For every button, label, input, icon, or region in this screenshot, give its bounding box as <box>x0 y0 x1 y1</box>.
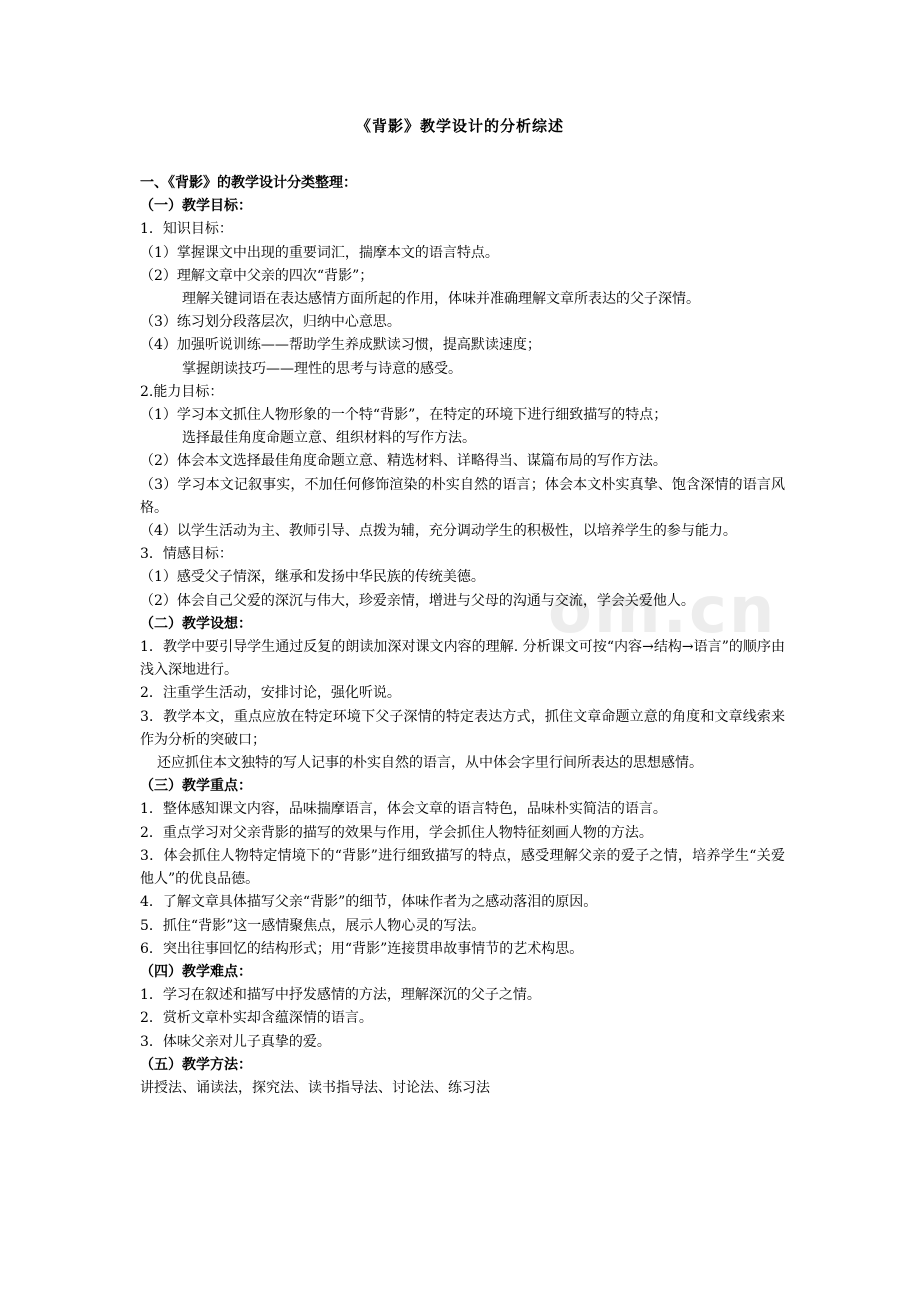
text-line: 1．整体感知课文内容，品味揣摩语言，体会文章的语言特色，品味朴实简洁的语言。 <box>140 801 667 818</box>
text-line: 6．突出往事回忆的结构形式；用“背影”连接贯串故事情节的艺术构思。 <box>140 940 584 957</box>
text-line: 1．学习在叙述和描写中抒发感情的方法，理解深沉的父子之情。 <box>140 987 541 1004</box>
text-line: 掌握朗读技巧——理性的思考与诗意的感受。 <box>182 360 462 377</box>
text-line: 3．情感目标： <box>140 546 233 563</box>
text-line: 讲授法、诵读法，探究法、读书指导法、讨论法、练习法 <box>140 1079 490 1096</box>
text-line: 3．体味父亲对儿子真挚的爱。 <box>140 1033 331 1050</box>
document-title: 《背影》教学设计的分析综述 <box>355 117 564 135</box>
section-heading: （二）教学设想： <box>140 615 252 632</box>
text-line: （3）练习划分段落层次，归纳中心意思。 <box>140 314 401 331</box>
text-line: 2．赏析文章朴实却含蕴深情的语言。 <box>140 1010 373 1027</box>
text-line: （2）体会本文选择最佳角度命题立意、精选材料、详略得当、谋篇布局的写作方法。 <box>140 453 667 470</box>
text-line: （1）感受父子情深，继承和发扬中华民族的传统美德。 <box>140 569 485 586</box>
text-line: 2．重点学习对父亲背影的描写的效果与作用，学会抓住人物特征刻画人物的方法。 <box>140 824 653 841</box>
text-line: 3．教学本文，重点应放在特定环境下父子深情的特定表达方式，抓住文章命题立意的角度和文章线索来作为分析的突破口； <box>140 708 785 748</box>
text-line: 1．教学中要引导学生通过反复的朗读加深对课文内容的理解. 分析课文可按“内容→结构→语言”的顺序由浅入深地进行。 <box>140 639 785 679</box>
section-heading: （一）教学目标： <box>140 198 252 215</box>
text-line: 3．体会抓住人物特定情境下的“背影”进行细致描写的特点，感受理解父亲的爱子之情，培养学生“关爱他人”的优良品德。 <box>140 847 785 888</box>
text-line: （4）以学生活动为主、教师引导、点拨为辅，充分调动学生的积极性，以培养学生的参与能力。 <box>140 523 737 540</box>
text-line: （3）学习本文记叙事实，不加任何修饰渲染的朴实自然的语言；体会本文朴实真挚、饱含深情的语言风格。 <box>140 476 785 516</box>
section-heading: 一、《背影》的教学设计分类整理： <box>140 175 357 191</box>
text-line: 选择最佳角度命题立意、组织材料的写作方法。 <box>182 430 476 447</box>
text-line: （2）理解文章中父亲的四次“背影”； <box>140 267 374 284</box>
text-line: （1）掌握课文中出现的重要词汇，揣摩本文的语言特点。 <box>140 244 499 261</box>
text-line: 5．抓住“背影”这一感情聚焦点，展示人物心灵的写法。 <box>140 917 486 934</box>
text-line: 2．注重学生活动，安排讨论，强化听说。 <box>140 685 401 702</box>
text-line: 4．了解文章具体描写父亲“背影”的细节，体味作者为之感动落泪的原因。 <box>140 894 598 911</box>
section-heading: （五）教学方法： <box>140 1056 252 1073</box>
text-line: 理解关键词语在表达感情方面所起的作用，体味并准确理解文章所表达的父子深情。 <box>182 291 700 308</box>
section-heading: （三）教学重点： <box>140 778 252 795</box>
text-line: （2）体会自己父爱的深沉与伟大，珍爱亲情，增进与父母的沟通与交流，学会关爱他人。 <box>140 592 695 609</box>
watermark: om.cn <box>548 574 777 648</box>
text-line: （4）加强听说训练——帮助学生养成默读习惯，提高默读速度； <box>140 337 541 354</box>
text-line: （1）学习本文抓住人物形象的一个特“背影”，在特定的环境下进行细致描写的特点； <box>140 407 668 424</box>
section-heading: （四）教学难点： <box>140 963 252 980</box>
text-line: 1．知识目标： <box>140 221 233 238</box>
document-body <box>140 172 785 1100</box>
text-line: 还应抓住本文独特的写人记事的朴实自然的语言，从中体会字里行间所表达的思想感情。 <box>157 755 703 772</box>
text-line: 2.能力目标： <box>140 383 224 400</box>
